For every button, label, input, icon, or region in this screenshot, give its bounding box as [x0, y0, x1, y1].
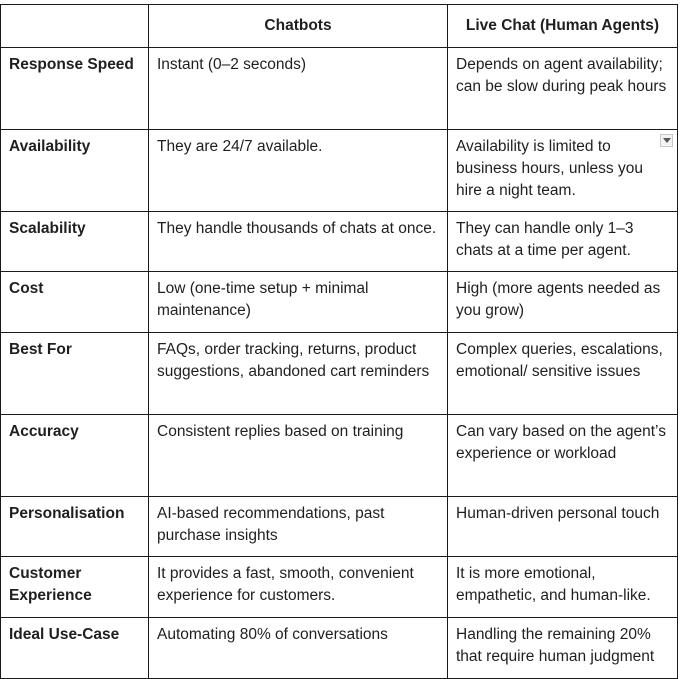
table-row — [1, 333, 678, 415]
row-label: Ideal Use-Case — [1, 618, 149, 679]
row-label: Scalability — [1, 212, 149, 272]
live-chat-cell: Depends on agent availability; can be slow during peak hours — [448, 48, 678, 130]
table-row — [1, 557, 678, 618]
live-chat-cell: Can vary based on the agent’s experience or workload — [448, 415, 678, 497]
chatbots-cell: FAQs, order tracking, returns, product suggestions, abandoned cart reminders — [149, 333, 448, 415]
chatbots-cell: It provides a fast, smooth, convenient experience for customers. — [149, 557, 448, 618]
row-label: Accuracy — [1, 415, 149, 497]
header-live-chat: Live Chat (Human Agents) — [448, 5, 678, 48]
row-label: Response Speed — [1, 48, 149, 130]
chatbots-cell: Low (one-time setup + minimal maintenance) — [149, 272, 448, 333]
table-row — [1, 212, 678, 272]
row-label: Best For — [1, 333, 149, 415]
row-label: Personalisation — [1, 497, 149, 557]
chatbots-cell: They handle thousands of chats at once. — [149, 212, 448, 272]
chatbots-cell: Consistent replies based on training — [149, 415, 448, 497]
header-empty-cell — [1, 5, 149, 48]
table-row — [1, 415, 678, 497]
chatbots-cell: They are 24/7 available. — [149, 130, 448, 212]
live-chat-cell: Complex queries, escalations, emotional/ sensitive issues — [448, 333, 678, 415]
live-chat-cell-text: Availability is limited to business hours, unless you hire a night team. — [456, 138, 643, 199]
row-label: Cost — [1, 272, 149, 333]
chatbots-cell: Instant (0–2 seconds) — [149, 48, 448, 130]
table-row — [1, 618, 678, 679]
live-chat-cell: Handling the remaining 20% that require human judgment — [448, 618, 678, 679]
header-chatbots: Chatbots — [149, 5, 448, 48]
table-row — [1, 497, 678, 557]
table-row — [1, 48, 678, 130]
table-row — [1, 272, 678, 333]
comparison-table — [0, 4, 678, 679]
dropdown-arrow-icon[interactable] — [660, 134, 673, 147]
row-label: Availability — [1, 130, 149, 212]
table-row — [1, 130, 678, 212]
row-label: Customer Experience — [1, 557, 149, 618]
live-chat-cell: It is more emotional, empathetic, and human-like. — [448, 557, 678, 618]
chatbots-cell: AI-based recommendations, past purchase insights — [149, 497, 448, 557]
live-chat-cell: High (more agents needed as you grow) — [448, 272, 678, 333]
chatbots-cell: Automating 80% of conversations — [149, 618, 448, 679]
live-chat-cell — [448, 130, 678, 212]
live-chat-cell: They can handle only 1–3 chats at a time per agent. — [448, 212, 678, 272]
live-chat-cell: Human-driven personal touch — [448, 497, 678, 557]
header-row — [1, 5, 678, 48]
